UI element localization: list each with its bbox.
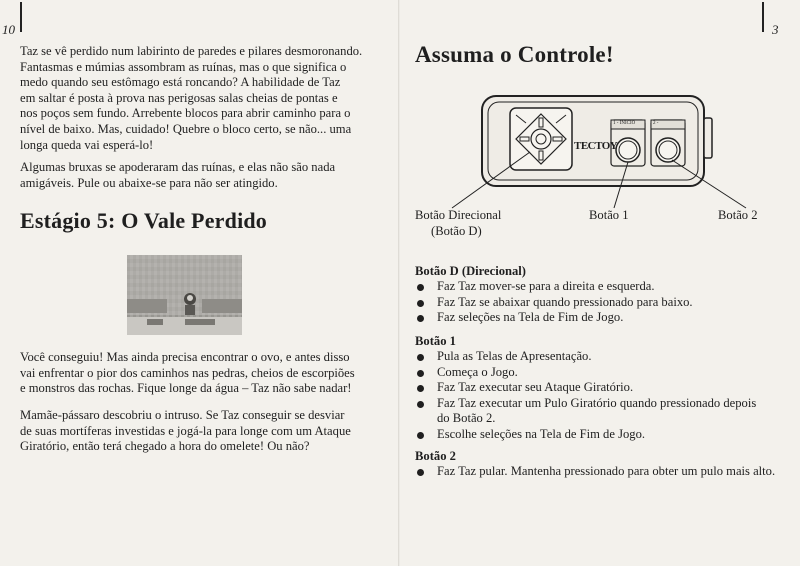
section-d-list [415,279,785,326]
stage-title: Estágio 5: O Vale Perdido [20,208,268,233]
text-line: nos poços sem fundo. Arrebente blocos para abrir caminho para o [20,106,351,121]
text-line: Mamãe-pássaro descobriu o intruso. Se Taz conseguir se desviar [20,408,345,422]
text-line: medo quando seu estômago está roncando? A habilidade de Taz [20,75,341,90]
text-line: em saltar é posta à prova nas perigosas salas cheias de pontas e [20,90,338,105]
page-number: 3 [772,22,779,37]
page-number: 10 [2,22,15,37]
list-item: Faz Taz se abaixar quando pressionado para baixo. [415,295,785,311]
text-line: amigáveis. Pule ou abaixe-se para não ser atingido. [20,175,278,190]
text-line: Giratório, então terá chegado a hora do omelete! Ou não? [20,439,310,454]
text-line: longa queda vai esperá-lo! [20,137,154,152]
dpad-label-line1: Botão Direcional [415,208,502,222]
text-line: nível de baixo. Mas, cuidado! Quebre o bloco certo, se não... uma [20,121,352,136]
list-item: Começa o Jogo. [415,365,765,381]
section-d-title: Botão D (Direcional) [415,264,526,278]
text-line: Você conseguiu! Mas ainda precisa encontrar o ovo, e antes disso [20,350,350,364]
section-1-title: Botão 1 [415,334,456,348]
page-corner-rule [762,2,764,32]
dpad-label [415,208,501,239]
dpad-label-line2: (Botão D) [431,223,482,238]
text-line: Algumas bruxas se apoderaram das ruínas, e elas não são nada [20,160,336,174]
port-1-label: 1 - INICIO [613,121,636,126]
list-item: Pula as Telas de Apresentação. [415,349,765,365]
section-1-list [415,349,765,442]
list-item: Faz Taz pular. Mantenha pressionado para obter um pulo mais alto. [415,464,795,480]
game-screenshot [127,255,242,335]
section-2-list [415,464,795,480]
text-line: de suas mortíferas investidas e jogá-la para longe com um Ataque [20,423,351,438]
list-item: Faz Taz executar um Pulo Giratório quando pressionado depois do Botão 2. [415,396,765,427]
text-line: e monstros das rochas. Fique longe da água – Taz não sabe nadar! [20,381,352,396]
egg-paragraph [20,350,392,397]
button-2-label: Botão 2 [718,208,758,222]
page-corner-rule [20,2,22,32]
game-scene-image [127,255,242,335]
list-item: Escolhe seleções na Tela de Fim de Jogo. [415,427,765,443]
section-title: Assuma o Controle! [415,42,614,67]
witches-paragraph [20,160,392,191]
text-line: Taz se vê perdido num labirinto de paredes e pilares desmoronando. [20,44,363,58]
intro-paragraph [20,44,392,153]
brand-logo: TECTOY [574,140,618,152]
text-line: Fantasmas e múmias assombram as ruínas, mas o que significa o [20,59,347,74]
right-page [400,0,800,566]
text-line: vai enfrentar o pior dos caminhos nas pedras, cheios de escorpiões [20,365,355,380]
list-item: Faz seleções na Tela de Fim de Jogo. [415,310,785,326]
bird-paragraph [20,408,392,455]
list-item: Faz Taz executar seu Ataque Giratório. [415,380,765,396]
controller-diagram [410,90,790,220]
list-item: Faz Taz mover-se para a direita e esquerda. [415,279,785,295]
section-2-title: Botão 2 [415,449,456,463]
left-page [0,0,398,566]
button-1-label: Botão 1 [589,208,629,222]
port-2-label: 2 - [653,121,659,126]
